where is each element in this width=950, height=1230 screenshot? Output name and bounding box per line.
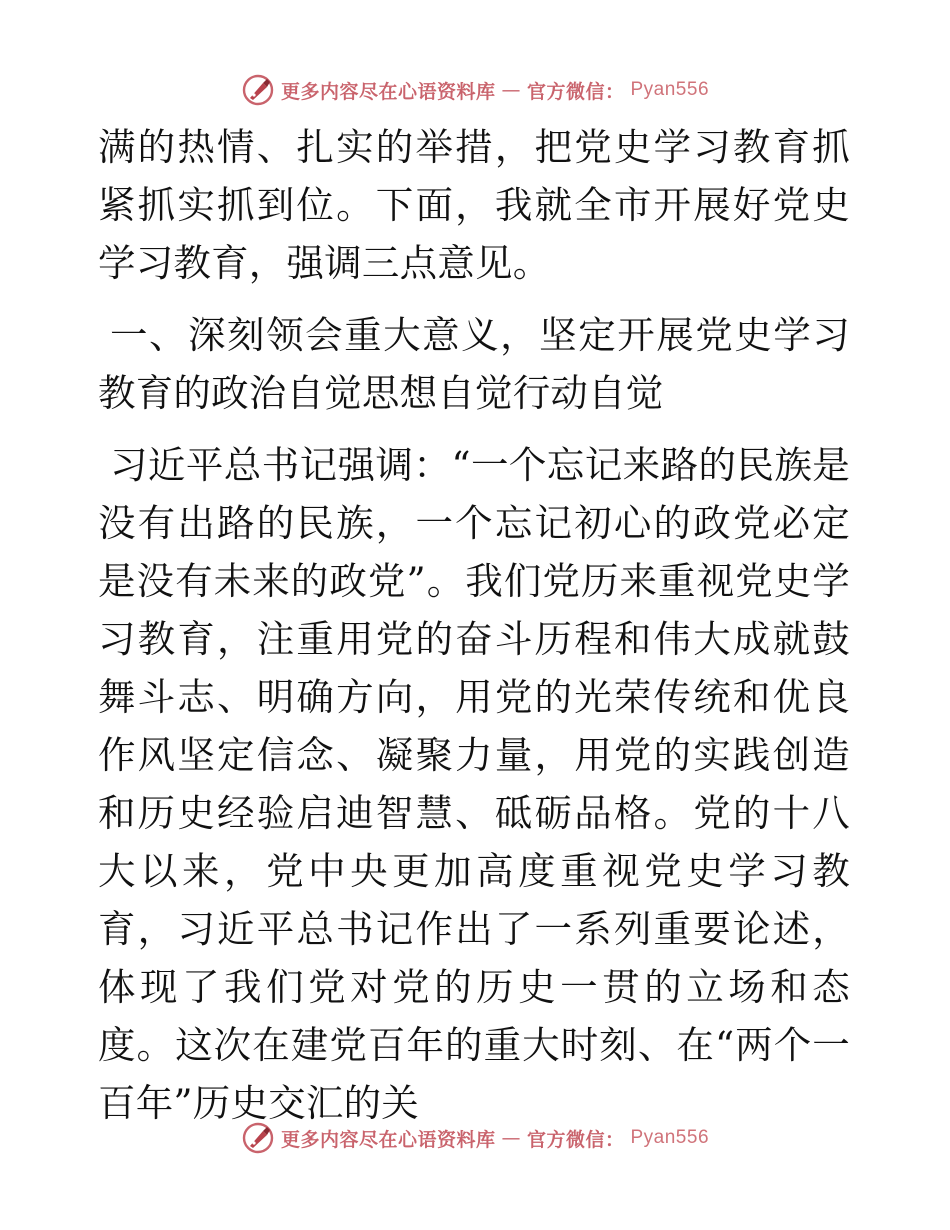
watermark-wechat-id: Pyan556	[630, 79, 710, 100]
watermark-wechat-label: 官方微信：	[526, 80, 625, 103]
document-body	[98, 118, 850, 1132]
header-watermark	[0, 70, 950, 110]
watermark-dash: —	[501, 1127, 521, 1149]
footer-watermark	[0, 1118, 950, 1158]
body-paragraph: 习近平总书记强调：“一个忘记来路的民族是没有出路的民族，一个忘记初心的政党必定是没有未来的政党”。我们党历来重视党史学习教育，注重用党的奋斗历程和伟大成就鼓舞斗志、明确方向，用党的光荣传统和优良作风坚定信念、凝聚力量，用党的实践创造和历史经验启迪智慧、砥砺品格。党的十八大以来，党中央更加高度重视党史学习教育，习近平总书记作出了一系列重要论述，体现了我们党对党的历史一贯的立场和态度。这次在建党百年的重大时刻、在“两个一百年”历史交汇的关	[98, 443, 850, 1125]
watermark-wechat-id: Pyan556	[630, 1127, 710, 1148]
section-heading: 一、深刻领会重大意义，坚定开展党史学习教育的政治自觉思想自觉行动自觉	[98, 313, 850, 415]
body-paragraph: 满的热情、扎实的举措，把党史学习教育抓紧抓实抓到位。下面，我就全市开展好党史学习教育，强调三点意见。	[98, 125, 850, 285]
watermark-wechat-label: 官方微信：	[526, 1128, 625, 1151]
watermark-dash: —	[501, 79, 521, 101]
watermark-site-text: 更多内容尽在心语资料库	[280, 1128, 496, 1151]
pen-nib-logo-icon	[241, 1121, 275, 1155]
watermark-site-text: 更多内容尽在心语资料库	[280, 80, 496, 103]
pen-nib-logo-icon	[241, 73, 275, 107]
